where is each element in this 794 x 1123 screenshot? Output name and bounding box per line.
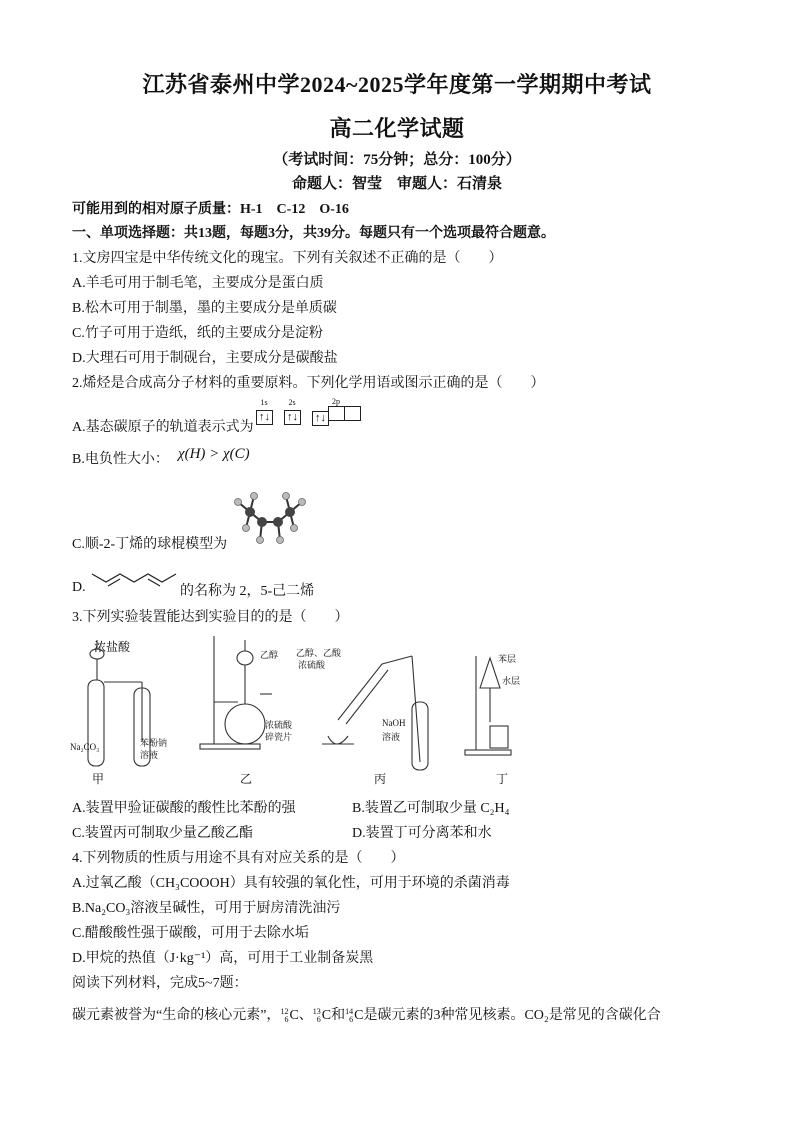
label-porcelain: 碎瓷片 (265, 732, 293, 742)
q3-option-d: D.装置丁可分离苯和水 (352, 826, 492, 841)
electronegativity-expr: χ(H) > χ(C) (178, 446, 250, 462)
q4-option-a: A.过氧乙酸（CH₃COOOH）具有较强的氧化性，可用于环境的杀菌消毒 (72, 876, 510, 891)
label-conc-h2so4: 浓硫酸 (265, 720, 293, 730)
q2-option-a: A.基态碳原子的轨道表示式为 (72, 420, 254, 435)
mass-number: 14 (345, 1006, 354, 1016)
reading-instruction: 阅读下列材料，完成5~7题： (72, 976, 248, 991)
orbital-box: ↑↓ (256, 410, 273, 425)
caption-bing: 丙 (374, 772, 387, 786)
q1-stem: 1.文房四宝是中华传统文化的瑰宝。下列有关叙述不正确的是（ ） (72, 251, 503, 266)
caption-jia: 甲 (92, 772, 105, 786)
q1-option-c: C.竹子可用于造纸，纸的主要成分是淀粉 (72, 326, 323, 341)
orbital-box: ↑↓ (312, 411, 329, 426)
q3-option-a: A.装置甲验证碳酸的酸性比苯酚的强 (72, 801, 296, 816)
orbital-label-2s: 2s (288, 398, 296, 407)
material-suffix: 是碳元素的3种常见核素。CO₂是常见的含碳化合 (363, 1008, 661, 1023)
exam-authors: 命题人：智莹 审题人：石清泉 (291, 176, 502, 192)
q3-option-c: C.装置丙可制取少量乙酸乙酯 (72, 826, 253, 841)
q3-stem: 3.下列实验装置能达到实验目的的是（ ） (72, 610, 349, 625)
label-conc-hcl: 浓盐酸 (94, 640, 131, 654)
orbital-label-1s: 1s (260, 398, 268, 407)
q2-stem: 2.烯烃是合成高分子材料的重要原料。下列化学用语或图示正确的是（ ） (72, 376, 545, 391)
orbital-label-2p: 2p (332, 397, 340, 406)
q4-option-b: B.Na₂CO₃溶液呈碱性，可用于厨房清洗油污 (72, 901, 341, 916)
material-paragraph (72, 1004, 661, 1024)
ball-stick-model (228, 488, 308, 550)
q2-option-d: 的名称为 2，5-己二烯 (180, 584, 315, 599)
label-na2co3: Na₂CO₃ (70, 742, 100, 752)
atomic-number: 6 (316, 1014, 321, 1024)
nuclide-symbol: C (321, 1008, 332, 1023)
label-phenolate-2: 溶液 (140, 750, 159, 760)
label-phenolate-1: 苯酚钠 (140, 738, 168, 748)
apparatus-figure (70, 632, 550, 782)
nuclide-14-indices (345, 1008, 353, 1024)
atomic-number: 6 (284, 1014, 289, 1024)
orbital-2p (312, 397, 360, 426)
q1-option-b: B.松木可用于制墨，墨的主要成分是单质碳 (72, 301, 337, 316)
nuclide-symbol: C (354, 1008, 364, 1023)
hexadiene-skeleton (90, 568, 178, 592)
q4-option-c: C.醋酸酸性强于碳酸，可用于去除水垢 (72, 926, 309, 941)
material-prefix: 碳元素被誉为“生命的核心元素”， (72, 1008, 281, 1023)
q4-stem: 4.下列物质的性质与用途不具有对应关系的是（ ） (72, 851, 405, 866)
orbital-1s (256, 398, 272, 425)
label-naoh-1: NaOH (382, 718, 406, 728)
caption-ding: 丁 (496, 772, 509, 786)
label-mix-1: 乙醇、乙酸 (296, 648, 342, 658)
orbital-2s (284, 398, 300, 425)
mass-number: 13 (312, 1006, 321, 1016)
exam-info: （考试时间：75分钟；总分：100分） (273, 152, 521, 168)
exam-title: 江苏省泰州中学2024~2025学年度第一学期期中考试 (142, 72, 652, 97)
atomic-mass-line: 可能用到的相对原子质量：H-1 C-12 O-16 (72, 202, 349, 217)
q3-option-b: B.装置乙可制取少量 C₂H₄ (352, 801, 510, 816)
exam-subtitle: 高二化学试题 (329, 116, 465, 141)
nuclide-13-indices (313, 1008, 321, 1024)
caption-yi: 乙 (240, 772, 253, 786)
orbital-box-empty (344, 406, 361, 421)
q2-option-b: B.电负性大小： (72, 452, 169, 467)
label-mix-2: 浓硫酸 (298, 660, 326, 670)
q2-option-c: C.顺-2-丁烯的球棍模型为 (72, 537, 228, 552)
label-water-layer: 水层 (502, 676, 521, 686)
atomic-number: 6 (349, 1014, 354, 1024)
q4-option-d: D.甲烷的热值（J·kg⁻¹）高，可用于工业制备炭黑 (72, 951, 374, 966)
q1-option-d: D.大理石可用于制砚台，主要成分是碳酸盐 (72, 351, 338, 366)
orbital-diagram (256, 397, 360, 426)
orbital-box-empty (328, 406, 345, 421)
label-benzene-layer: 苯层 (498, 654, 517, 664)
section-heading: 一、单项选择题：共13题，每题3分，共39分。每题只有一个选项最符合题意。 (72, 226, 555, 241)
orbital-box: ↑↓ (284, 410, 301, 425)
q2-option-d-prefix: D. (72, 580, 86, 595)
mass-number: 12 (280, 1006, 289, 1016)
label-ethanol: 乙醇 (260, 650, 279, 660)
separator: 和 (331, 1008, 346, 1023)
nuclide-12-indices (280, 1008, 288, 1024)
q1-option-a: A.羊毛可用于制毛笔，主要成分是蛋白质 (72, 276, 324, 291)
label-naoh-2: 溶液 (382, 732, 401, 742)
separator: 、 (298, 1008, 313, 1023)
nuclide-symbol: C (289, 1008, 299, 1023)
